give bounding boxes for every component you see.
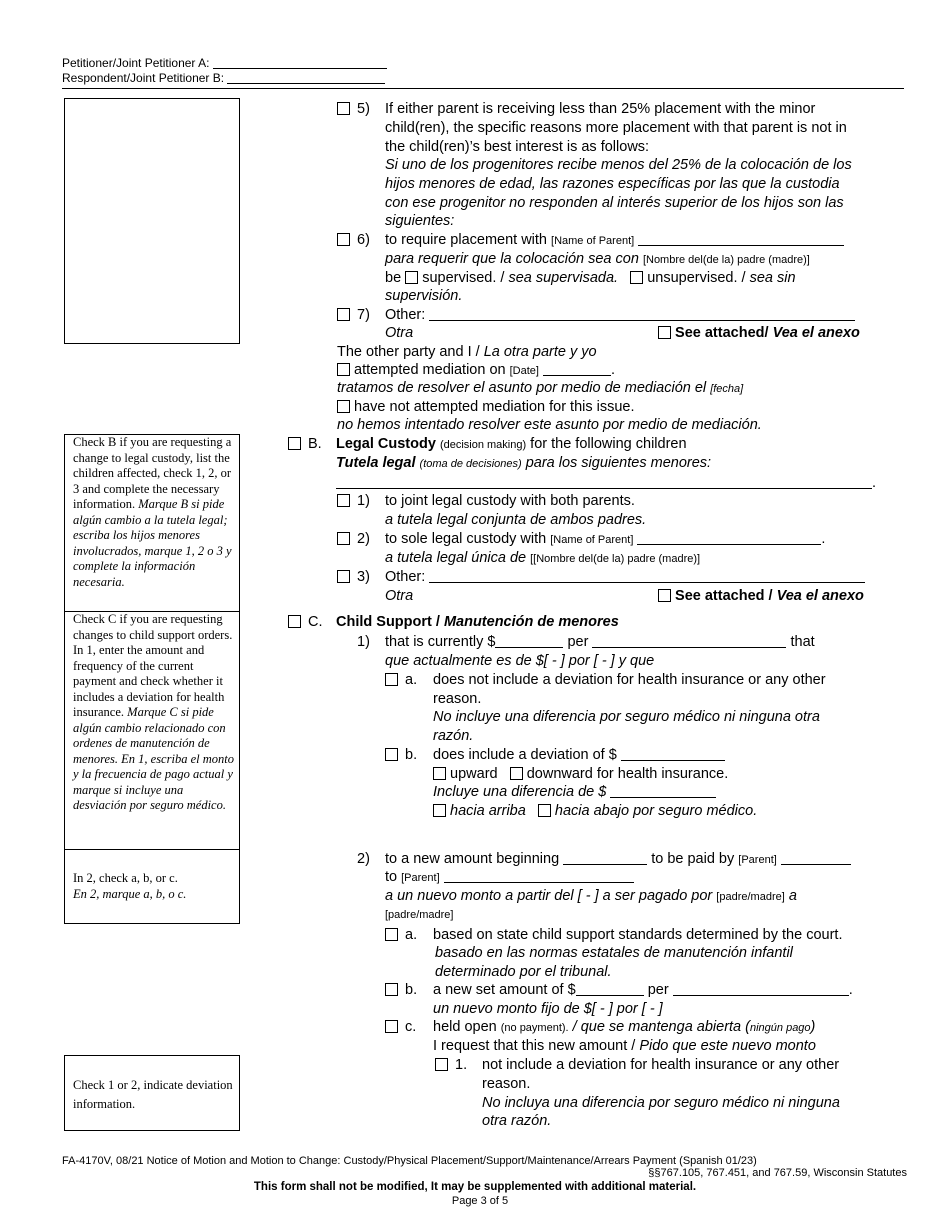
c2-date-field[interactable]	[563, 851, 647, 865]
section-b-checkbox[interactable]	[288, 437, 301, 450]
item7-see-attached: See attached/ Vea el anexo	[658, 324, 860, 342]
c2a-letter: a.	[405, 927, 418, 943]
c1-text-es: que actualmente es de $[ - ] por [ - ] y que	[385, 653, 655, 669]
c1b-direction: upward downward for health insurance.	[433, 765, 728, 783]
respondent-label: Respondent/Joint Petitioner B:	[62, 71, 385, 86]
c1a-text: reason.	[433, 691, 482, 707]
c1b-text: does include a deviation of $	[433, 746, 725, 764]
c2c-text: held open (no payment). / que se mantenga abierta (ningún pago)	[433, 1019, 816, 1035]
b2-number: 2)	[357, 531, 370, 547]
item5-text: child(ren), the specific reasons more placement with that parent is not in	[385, 120, 847, 136]
c2c-checkbox[interactable]	[385, 1020, 398, 1033]
c2-payee-field[interactable]	[444, 869, 634, 883]
b1-text: to joint legal custody with both parents.	[385, 493, 635, 509]
mediation-attempted-checkbox[interactable]	[337, 363, 350, 376]
item5-checkbox[interactable]	[337, 102, 350, 115]
b3-number: 3)	[357, 569, 370, 585]
c1-text: that is currently $ per that	[385, 634, 815, 650]
item5-number: 5)	[357, 101, 370, 117]
n1-text: reason.	[482, 1076, 531, 1092]
c2c-request: I request that this new amount / Pido que este nuevo monto	[433, 1038, 816, 1054]
b3-other: Other:	[385, 568, 865, 586]
c2-to: to [Parent]	[385, 868, 634, 887]
petitioner-field[interactable]	[213, 56, 387, 69]
item7-number: 7)	[357, 307, 370, 323]
note-divider	[65, 849, 239, 850]
item5-text-es: Si uno de los progenitores recibe menos del 25% de la colocación de los	[385, 157, 852, 173]
item5-text-es: hijos menores de edad, las razones específicas por las que la custodia	[385, 176, 840, 192]
c2b-text-es: un nuevo monto fijo de $[ - ] por [ - ]	[433, 1001, 663, 1017]
b2-checkbox[interactable]	[337, 532, 350, 545]
b1-number: 1)	[357, 493, 370, 509]
b2-text: to sole legal custody with [Name of Parent] .	[385, 531, 826, 547]
b3-other-field[interactable]	[429, 569, 865, 583]
c1-number: 1)	[357, 634, 370, 650]
respondent-field[interactable]	[227, 71, 385, 84]
c2a-text-es: basado en las normas estatales de manutención infantil	[435, 945, 793, 961]
c1a-text-es: No incluye una diferencia por seguro médico ni ninguna otra	[433, 709, 820, 725]
c1b-letter: b.	[405, 747, 418, 763]
item6-supervision: be supervised. / sea supervisada. unsupervised. / sea sin	[385, 270, 796, 286]
section-c-title: Child Support / Manutención de menores	[336, 614, 619, 630]
c1b-amount-field[interactable]	[621, 747, 725, 761]
note-section-c: Check C if you are requesting changes to child support orders. In 1, enter the amount and frequency of the current payment and check whether it includes a deviation for health insurance. Marque C si pide algún cambio relacionado con ordenes de manutención de menores. En 1, escriba el monto y la frecuencia de pago actual y marque si incluye una desviación por seguro médico.	[73, 612, 234, 812]
item6-line-es: para requerir que la colocación sea con [Nombre del(de la) padre (madre)]	[385, 251, 810, 267]
c1b-amount-es-field[interactable]	[610, 784, 716, 798]
c2c-letter: c.	[405, 1019, 417, 1035]
mediation-attempted: attempted mediation on [Date] .	[337, 361, 615, 380]
c1-frequency-field[interactable]	[592, 634, 786, 648]
item7-otra: Otra	[385, 325, 414, 341]
c2b-text: a new set amount of $ per .	[433, 982, 853, 998]
note-section-b: Check B if you are requesting a change to legal custody, list the children affected, check 1, 2, or 3 and complete the necessary information. Marque B si pide algún cambio a la tutela legal; escriba los hijos menores involucrados, marque 1, 2 o 3 y complete la información necesaria.	[73, 435, 232, 589]
n1-text-es: No incluya una diferencia por seguro médico ni ninguna	[482, 1095, 840, 1111]
item6-supervision-es: supervisión.	[385, 288, 463, 304]
arriba-checkbox[interactable]	[433, 804, 446, 817]
c2-text: to a new amount beginning to be paid by [Parent]	[385, 850, 851, 869]
b2-text-es: a tutela legal única de [[Nombre del(de la) padre (madre)]	[385, 550, 701, 566]
note-deviation: Check 1 or 2, indicate deviation information.	[73, 1078, 233, 1111]
footer-statutes: §§767.105, 767.451, and 767.59, Wisconsin Statutes	[648, 1167, 907, 1179]
b-see-attached-checkbox[interactable]	[658, 589, 671, 602]
section-b-title: Legal Custody (decision making) for the following children	[336, 436, 687, 452]
b3-checkbox[interactable]	[337, 570, 350, 583]
section-b-letter: B.	[308, 436, 322, 452]
c1a-text-es: razón.	[433, 728, 474, 744]
children-field[interactable]	[336, 475, 872, 489]
blank-note-box	[64, 98, 240, 344]
c2a-text-es: determinado por el tribunal.	[435, 964, 612, 980]
item5-text: If either parent is receiving less than 25% placement with the minor	[385, 101, 816, 117]
b2-parent-field[interactable]	[637, 531, 821, 545]
mediation-not-attempted: have not attempted mediation for this issue.	[337, 398, 635, 416]
c1b-direction-es: hacia arriba hacia abajo por seguro médico.	[433, 802, 757, 820]
downward-checkbox[interactable]	[510, 767, 523, 780]
see-attached-checkbox[interactable]	[658, 326, 671, 339]
item5-text-es: con ese progenitor no responden al interés superior de los hijos son las	[385, 195, 844, 211]
c2-payer-field[interactable]	[781, 851, 851, 865]
c2-text-es-label: [padre/madre]	[385, 909, 454, 921]
section-c-checkbox[interactable]	[288, 615, 301, 628]
mediation-date-field[interactable]	[543, 362, 611, 376]
deviation-note-box	[64, 1055, 240, 1131]
c2-number: 2)	[357, 851, 370, 867]
mediation-not-attempted-es: no hemos intentado resolver este asunto por medio de mediación.	[337, 417, 762, 433]
c2a-text: based on state child support standards determined by the court.	[433, 927, 843, 943]
footer-notice: This form shall not be modified, It may be supplemented with additional material.	[253, 1181, 697, 1193]
item7-other: Other:	[385, 306, 855, 324]
children-line: .	[336, 474, 876, 492]
unsupervised-checkbox[interactable]	[630, 271, 643, 284]
mediation-not-attempted-checkbox[interactable]	[337, 400, 350, 413]
header-divider	[62, 88, 904, 89]
n1-text-es: otra razón.	[482, 1113, 552, 1129]
n1-number: 1.	[455, 1057, 468, 1073]
instructions-box	[64, 434, 240, 924]
c1a-letter: a.	[405, 672, 418, 688]
c1a-checkbox[interactable]	[385, 673, 398, 686]
footer-page-number: Page 3 of 5	[451, 1195, 509, 1207]
abajo-checkbox[interactable]	[538, 804, 551, 817]
c1a-text: does not include a deviation for health insurance or any other	[433, 672, 826, 688]
c2-text-es: a un nuevo monto a partir del [ - ] a ser pagado por [padre/madre] a	[385, 888, 797, 904]
upward-checkbox[interactable]	[433, 767, 446, 780]
item7-checkbox[interactable]	[337, 308, 350, 321]
mediation-intro: The other party and I / La otra parte y yo	[337, 344, 597, 360]
mediation-attempted-es: tratamos de resolver el asunto por medio de mediación el [fecha]	[337, 380, 744, 396]
b3-otra: Otra	[385, 588, 414, 604]
item6-checkbox[interactable]	[337, 233, 350, 246]
item7-other-field[interactable]	[429, 307, 855, 321]
c1-amount-field[interactable]	[495, 634, 563, 648]
b1-checkbox[interactable]	[337, 494, 350, 507]
c2b-letter: b.	[405, 982, 418, 998]
item6-number: 6)	[357, 232, 370, 248]
petitioner-label: Petitioner/Joint Petitioner A:	[62, 56, 387, 71]
c1b-text-es: Incluye una diferencia de $	[433, 783, 716, 801]
note-section-c2: In 2, check a, b, or c. En 2, marque a, b, o c.	[73, 871, 187, 901]
b3-see-attached: See attached / Vea el anexo	[658, 587, 864, 605]
n1-text: not include a deviation for health insurance or any other	[482, 1057, 840, 1073]
supervised-checkbox[interactable]	[405, 271, 418, 284]
c2a-checkbox[interactable]	[385, 928, 398, 941]
footer-form-id: FA-4170V, 08/21 Notice of Motion and Motion to Change: Custody/Physical Placement/Support/Maintenance/Arrears Payment (Spanish 01/23)	[62, 1155, 757, 1167]
section-b-title-es: Tutela legal (toma de decisiones) para los siguientes menores:	[336, 455, 712, 471]
n1-checkbox[interactable]	[435, 1058, 448, 1071]
item6-parent-field[interactable]	[638, 232, 844, 246]
c2b-amount-field[interactable]	[576, 982, 644, 996]
item5-text-es: siguientes:	[385, 213, 455, 229]
c1b-checkbox[interactable]	[385, 748, 398, 761]
item5-text: the child(ren)’s best interest is as follows:	[385, 139, 650, 155]
item6-line: to require placement with [Name of Parent]	[385, 231, 844, 250]
c2b-checkbox[interactable]	[385, 983, 398, 996]
b1-text-es: a tutela legal conjunta de ambos padres.	[385, 512, 647, 528]
c2b-frequency-field[interactable]	[673, 982, 849, 996]
section-c-letter: C.	[308, 614, 323, 630]
